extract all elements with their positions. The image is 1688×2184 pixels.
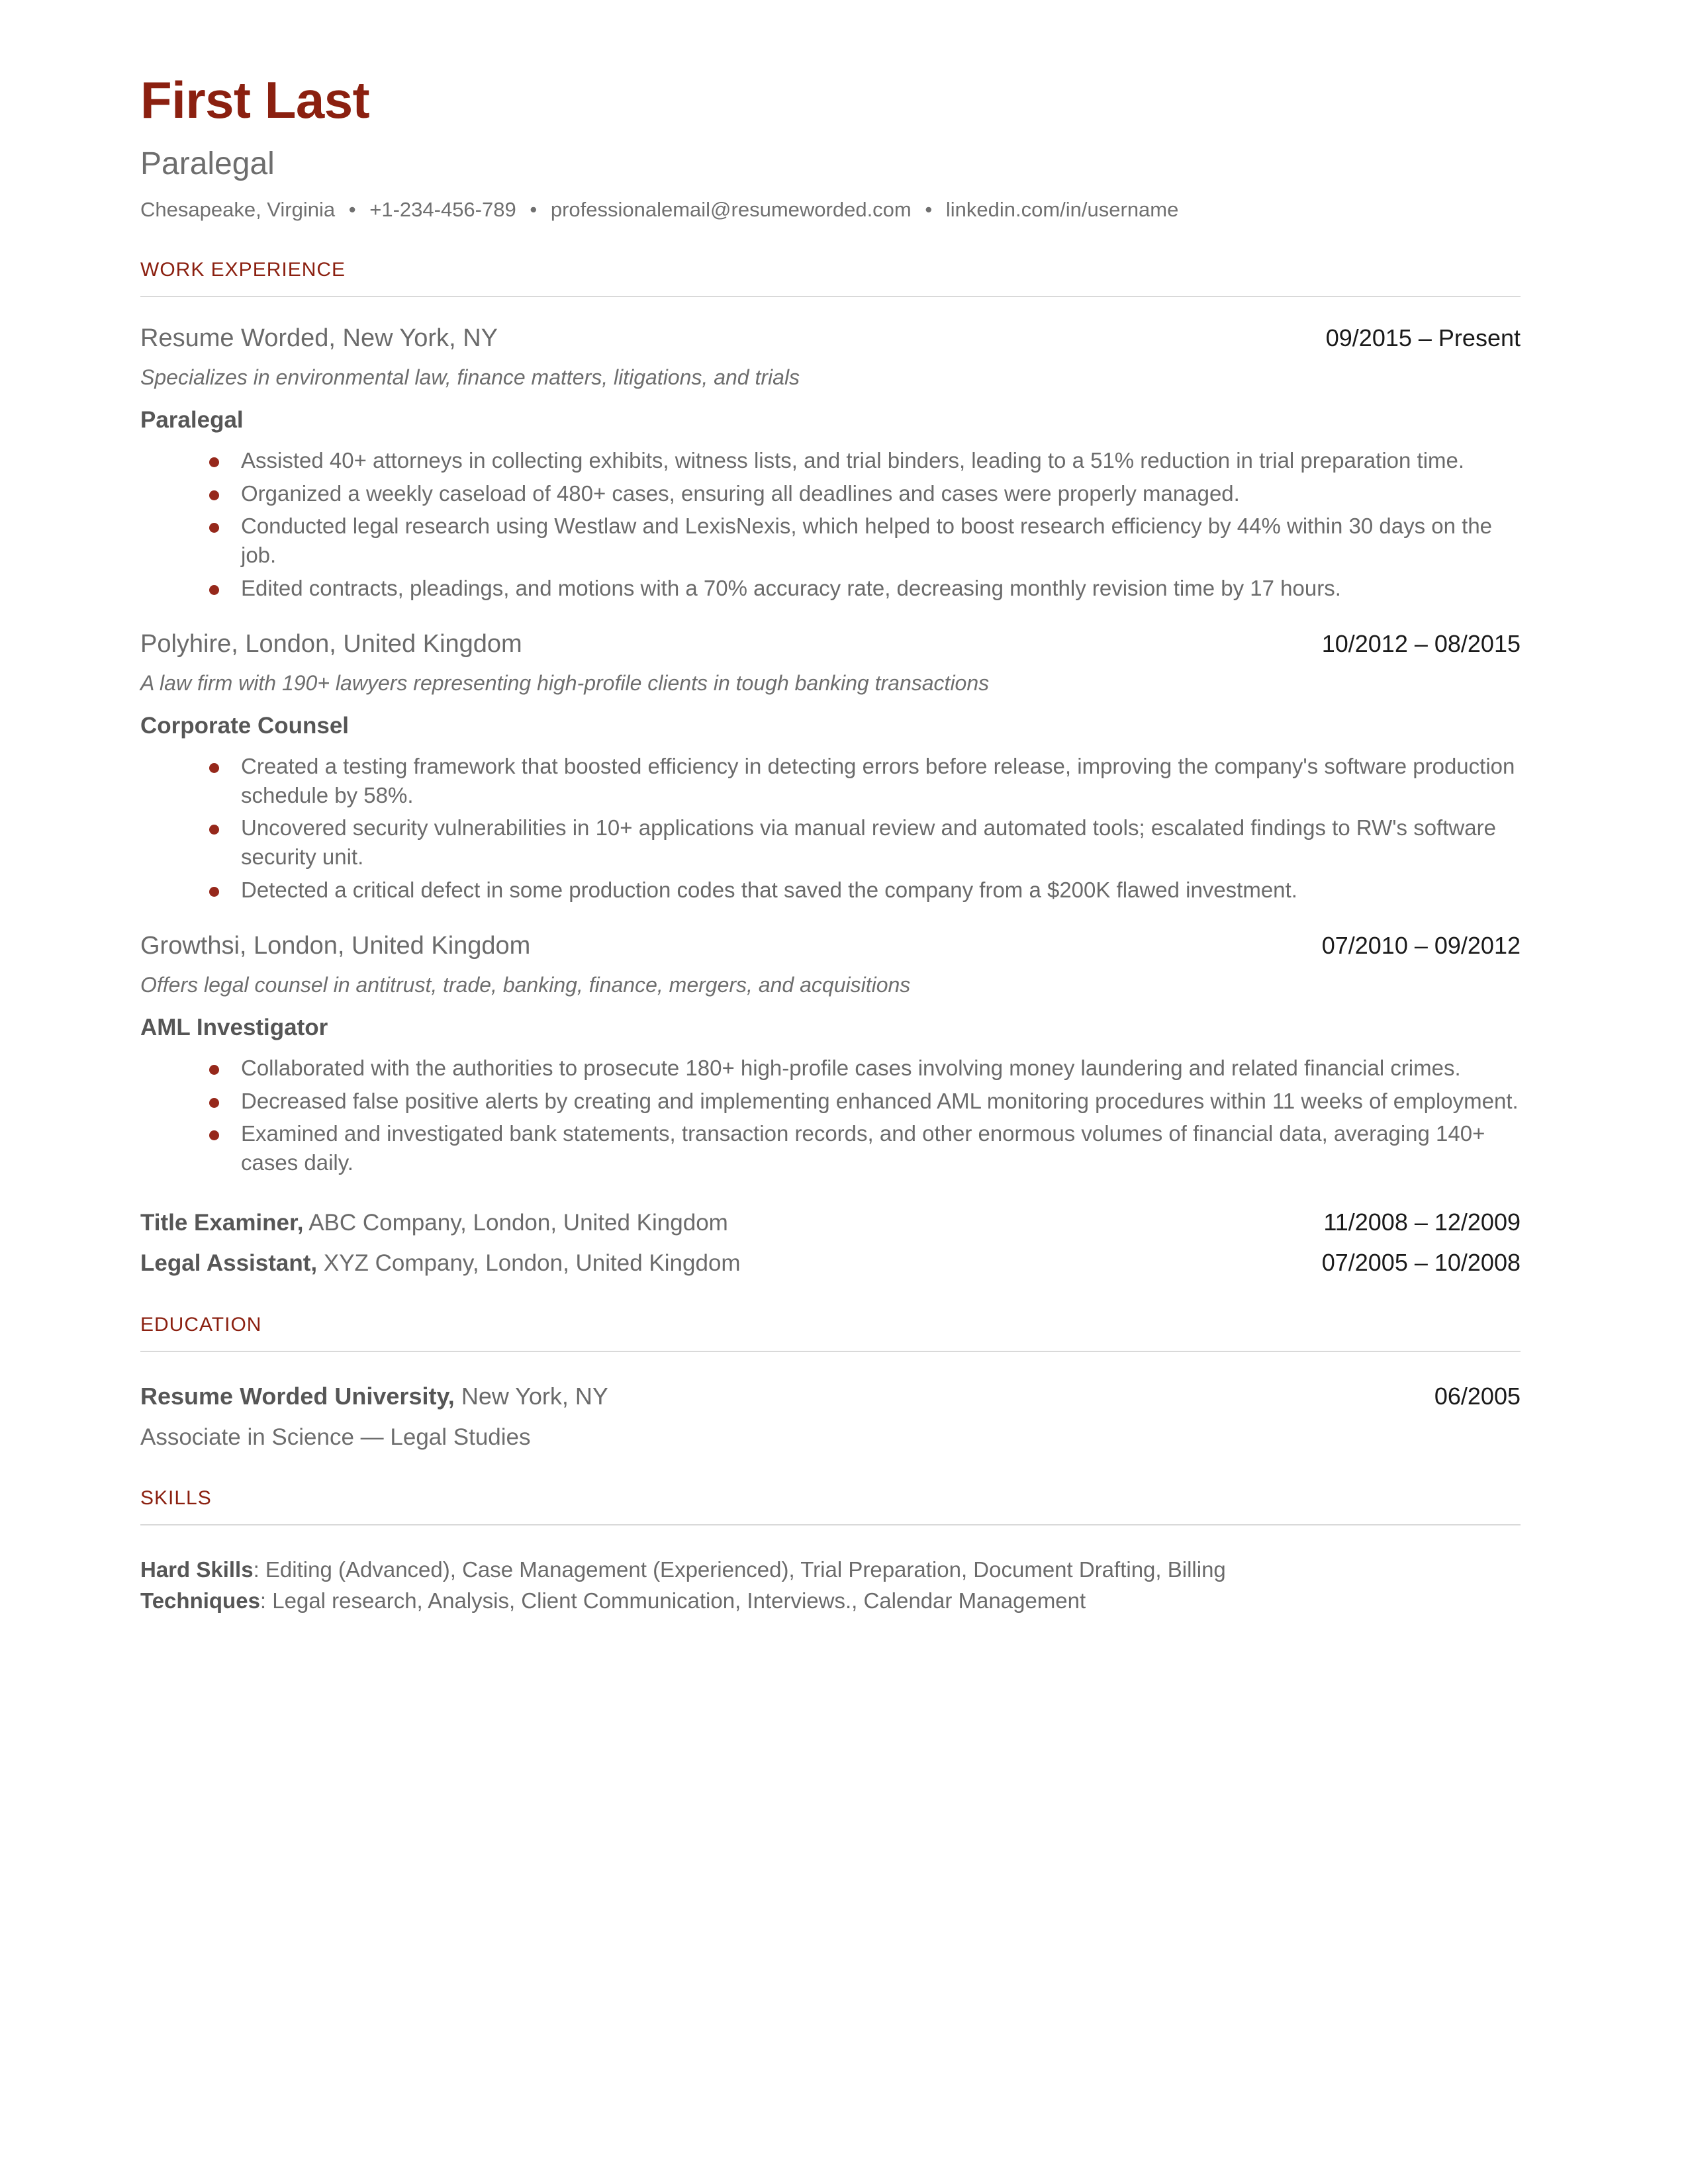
bullet-dot-icon xyxy=(209,825,219,835)
job-dates: 09/2015 – Present xyxy=(1325,324,1521,352)
job-header-row xyxy=(140,324,1521,354)
skills-block xyxy=(140,1555,1527,1617)
contact-separator-2: • xyxy=(530,197,538,221)
job-bullet xyxy=(140,446,1527,475)
contact-linkedin[interactable]: linkedin.com/in/username xyxy=(945,197,1179,221)
bullet-dot-icon xyxy=(209,585,219,595)
job-header-row xyxy=(140,629,1521,660)
job-bullet-text: Uncovered security vulnerabilities in 10+ applications via manual review and automated tools; escalated findings to RW's software security unit. xyxy=(241,815,1496,870)
contact-separator-3: • xyxy=(925,197,933,221)
bullet-dot-icon xyxy=(209,490,219,500)
job-header-row xyxy=(140,931,1521,962)
section-header-skills: SKILLS xyxy=(140,1487,212,1510)
compact-role-dates: 07/2005 – 10/2008 xyxy=(1321,1248,1521,1276)
skill-category-value: : Legal research, Analysis, Client Communication, Interviews., Calendar Management xyxy=(259,1588,1086,1614)
job-bullet-text: Created a testing framework that boosted efficiency in detecting errors before release, improving the company's software production schedule by 58%. xyxy=(241,753,1515,807)
job-entry xyxy=(140,629,1527,905)
section-divider-work xyxy=(140,296,1521,297)
job-bullet-text: Examined and investigated bank statements, transaction records, and other enormous volumes of financial data, averaging 140+ cases daily. xyxy=(241,1121,1485,1175)
compact-role-detail: ABC Company, London, United Kingdom xyxy=(303,1210,728,1236)
job-bullet xyxy=(140,574,1527,603)
bullet-dot-icon xyxy=(209,1065,219,1075)
section-divider-skills xyxy=(140,1524,1521,1525)
job-bullet-text: Detected a critical defect in some production codes that saved the company from a $200K flawed investment. xyxy=(241,878,1297,903)
skill-category-label: Techniques xyxy=(140,1588,260,1614)
job-bullet xyxy=(140,1119,1527,1177)
job-entry xyxy=(140,324,1527,603)
contact-phone[interactable]: +1-234-456-789 xyxy=(369,197,516,221)
job-bullet-list xyxy=(140,1054,1527,1178)
candidate-job-title: Paralegal xyxy=(140,146,275,181)
job-role-title: AML Investigator xyxy=(140,1014,328,1040)
compact-role-label xyxy=(140,1249,741,1278)
skill-line xyxy=(140,1555,1527,1586)
job-bullet-text: Decreased false positive alerts by creating and implementing enhanced AML monitoring procedures within 11 weeks of employment. xyxy=(241,1088,1519,1113)
job-role-title: Paralegal xyxy=(140,406,244,433)
skill-category-label: Hard Skills xyxy=(140,1557,254,1582)
compact-role-title: Legal Assistant, xyxy=(140,1250,318,1276)
compact-role-row xyxy=(140,1248,1521,1278)
skill-category-value: : Editing (Advanced), Case Management (Experienced), Trial Preparation, Document Drafting, Billing xyxy=(253,1557,1226,1582)
job-bullet-text: Edited contracts, pleadings, and motions with a 70% accuracy rate, decreasing monthly revision time by 17 hours. xyxy=(241,576,1341,601)
skill-line xyxy=(140,1586,1527,1617)
section-header-work-experience: WORK EXPERIENCE xyxy=(140,259,346,281)
contact-separator-1: • xyxy=(348,197,356,221)
bullet-dot-icon xyxy=(209,523,219,533)
candidate-name: First Last xyxy=(140,71,370,129)
compact-role-detail: XYZ Company, London, United Kingdom xyxy=(317,1250,741,1276)
job-company-description: A law firm with 190+ lawyers representing high-profile clients in tough banking transactions xyxy=(140,670,990,695)
resume-sheet xyxy=(140,0,1527,1617)
education-entry xyxy=(140,1381,1527,1452)
job-bullet-text: Organized a weekly caseload of 480+ cases, ensuring all deadlines and cases were properly managed. xyxy=(241,480,1240,506)
education-school-line xyxy=(140,1381,608,1411)
job-bullet xyxy=(140,1054,1527,1083)
job-company-description: Offers legal counsel in antitrust, trade, banking, finance, mergers, and acquisitions xyxy=(140,972,911,997)
compact-role-dates: 11/2008 – 12/2009 xyxy=(1323,1208,1521,1236)
compact-role-list xyxy=(140,1208,1527,1278)
compact-role-row xyxy=(140,1208,1521,1238)
job-entry xyxy=(140,931,1527,1177)
section-divider-education xyxy=(140,1351,1521,1352)
job-bullet xyxy=(140,752,1527,810)
bullet-dot-icon xyxy=(209,763,219,773)
contact-location: Chesapeake, Virginia xyxy=(140,197,336,221)
job-bullet xyxy=(140,876,1527,905)
job-bullet-text: Conducted legal research using Westlaw and LexisNexis, which helped to boost research efficiency by 44% within 30 days on the job. xyxy=(241,514,1493,568)
job-bullet-text: Assisted 40+ attorneys in collecting exhibits, witness lists, and trial binders, leading to a 51% reduction in trial preparation time. xyxy=(241,447,1465,473)
job-company-description: Specializes in environmental law, finance matters, litigations, and trials xyxy=(140,365,800,389)
job-bullet-text: Collaborated with the authorities to prosecute 180+ high-profile cases involving money laundering and related financial crimes. xyxy=(241,1055,1461,1080)
job-company: Resume Worded, New York, NY xyxy=(140,324,498,353)
education-school-location: New York, NY xyxy=(454,1382,608,1410)
job-bullet xyxy=(140,1087,1527,1116)
bullet-dot-icon xyxy=(209,457,219,467)
job-dates: 10/2012 – 08/2015 xyxy=(1321,630,1521,658)
compact-role-label xyxy=(140,1208,728,1238)
contact-email[interactable]: professionalemail@resumeworded.com xyxy=(550,197,912,221)
education-degree: Associate in Science — Legal Studies xyxy=(140,1424,531,1450)
bullet-dot-icon xyxy=(209,1130,219,1140)
bullet-dot-icon xyxy=(209,887,219,897)
job-dates: 07/2010 – 09/2012 xyxy=(1321,932,1521,960)
job-bullet xyxy=(140,512,1527,570)
contact-line xyxy=(140,197,1527,223)
education-header-row xyxy=(140,1381,1521,1411)
job-bullet-list xyxy=(140,446,1527,603)
bullet-dot-icon xyxy=(209,1098,219,1108)
job-company: Polyhire, London, United Kingdom xyxy=(140,630,522,659)
job-bullet xyxy=(140,479,1527,508)
job-bullet-list xyxy=(140,752,1527,905)
job-role-title: Corporate Counsel xyxy=(140,712,350,739)
education-school-name: Resume Worded University, xyxy=(140,1382,455,1410)
compact-role-title: Title Examiner, xyxy=(140,1210,304,1236)
section-header-education: EDUCATION xyxy=(140,1313,262,1336)
job-bullet xyxy=(140,813,1527,872)
job-company: Growthsi, London, United Kingdom xyxy=(140,932,531,960)
education-dates: 06/2005 xyxy=(1434,1382,1521,1410)
